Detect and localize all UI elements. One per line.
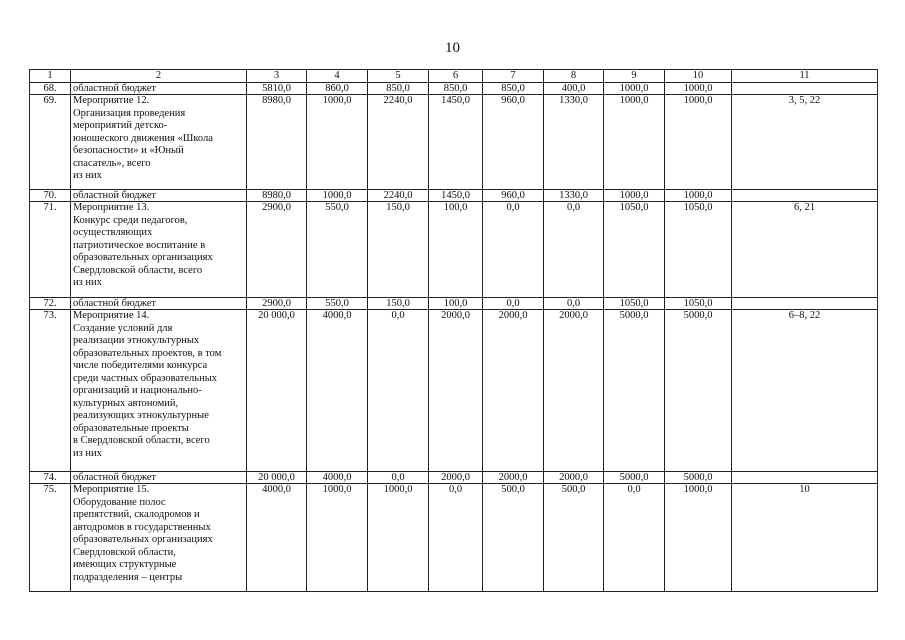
value-cell: 2000,0 — [544, 310, 604, 472]
indicator-ref-cell: 10 — [732, 484, 878, 592]
value-cell: 2900,0 — [247, 298, 307, 310]
header-cell: 2 — [71, 70, 247, 83]
table-row — [30, 484, 878, 592]
value-cell: 2000,0 — [429, 472, 483, 484]
value-cell: 1050,0 — [604, 298, 665, 310]
description-cell: Мероприятие 14. Создание условий для реализации этнокультурных образовательных проектов, в том числе победителями конкурса среди частных образовательных организаций и национально- культурных автономий, реализующих этнокультурные образовательные проекты в Свердловской области, всего из них — [71, 310, 247, 472]
value-cell: 100,0 — [429, 202, 483, 298]
value-cell: 500,0 — [544, 484, 604, 592]
value-cell: 1000,0 — [604, 95, 665, 190]
row-number-cell: 69. — [30, 95, 71, 190]
value-cell: 0,0 — [544, 202, 604, 298]
value-cell: 4000,0 — [307, 310, 368, 472]
value-cell: 1000,0 — [604, 83, 665, 95]
value-cell: 960,0 — [483, 190, 544, 202]
value-cell: 5000,0 — [604, 472, 665, 484]
value-cell: 5810,0 — [247, 83, 307, 95]
value-cell: 1000,0 — [665, 83, 732, 95]
value-cell: 850,0 — [483, 83, 544, 95]
header-cell: 7 — [483, 70, 544, 83]
header-cell: 3 — [247, 70, 307, 83]
value-cell: 2240,0 — [368, 190, 429, 202]
table-row — [30, 310, 878, 472]
header-cell: 1 — [30, 70, 71, 83]
value-cell: 500,0 — [483, 484, 544, 592]
indicator-ref-cell: 6–8, 22 — [732, 310, 878, 472]
description-cell: областной бюджет — [71, 472, 247, 484]
description-cell: Мероприятие 12. Организация проведения мероприятий детско- юношеского движения «Школа безопасности» и «Юный спасатель», всего из них — [71, 95, 247, 190]
description-cell: Мероприятие 13. Конкурс среди педагогов, осуществляющих патриотическое воспитание в образовательных организациях Свердловской области, всего из них — [71, 202, 247, 298]
value-cell: 0,0 — [483, 202, 544, 298]
value-cell: 150,0 — [368, 298, 429, 310]
description-cell: Мероприятие 15. Оборудование полос препятствий, скалодромов и автодромов в государственных образовательных организациях Свердловской области, имеющих структурные подразделения – центры — [71, 484, 247, 592]
header-cell: 8 — [544, 70, 604, 83]
value-cell: 2900,0 — [247, 202, 307, 298]
value-cell: 100,0 — [429, 298, 483, 310]
value-cell: 1050,0 — [665, 202, 732, 298]
table-row — [30, 190, 878, 202]
value-cell: 1000,0 — [307, 484, 368, 592]
value-cell: 2240,0 — [368, 95, 429, 190]
value-cell: 860,0 — [307, 83, 368, 95]
row-number-cell: 74. — [30, 472, 71, 484]
row-number-cell: 72. — [30, 298, 71, 310]
description-cell: областной бюджет — [71, 298, 247, 310]
value-cell: 1000,0 — [665, 95, 732, 190]
row-number-cell: 73. — [30, 310, 71, 472]
header-cell: 4 — [307, 70, 368, 83]
value-cell: 960,0 — [483, 95, 544, 190]
header-cell: 9 — [604, 70, 665, 83]
table-row — [30, 95, 878, 190]
value-cell: 4000,0 — [307, 472, 368, 484]
value-cell: 20 000,0 — [247, 472, 307, 484]
indicator-ref-cell — [732, 83, 878, 95]
value-cell: 550,0 — [307, 202, 368, 298]
description-cell: областной бюджет — [71, 83, 247, 95]
value-cell: 8980,0 — [247, 190, 307, 202]
value-cell: 1000,0 — [665, 484, 732, 592]
value-cell: 0,0 — [368, 472, 429, 484]
value-cell: 0,0 — [368, 310, 429, 472]
value-cell: 1000,0 — [368, 484, 429, 592]
indicator-ref-cell — [732, 472, 878, 484]
value-cell: 0,0 — [544, 298, 604, 310]
value-cell: 1330,0 — [544, 95, 604, 190]
indicator-ref-cell: 3, 5, 22 — [732, 95, 878, 190]
budget-table — [29, 69, 878, 592]
row-number-cell: 71. — [30, 202, 71, 298]
value-cell: 1000,0 — [307, 190, 368, 202]
value-cell: 0,0 — [604, 484, 665, 592]
row-number-cell: 75. — [30, 484, 71, 592]
value-cell: 850,0 — [429, 83, 483, 95]
value-cell: 2000,0 — [483, 472, 544, 484]
indicator-ref-cell: 6, 21 — [732, 202, 878, 298]
value-cell: 2000,0 — [483, 310, 544, 472]
value-cell: 1000,0 — [665, 190, 732, 202]
value-cell: 1450,0 — [429, 95, 483, 190]
header-cell: 6 — [429, 70, 483, 83]
row-number-cell: 68. — [30, 83, 71, 95]
table-row — [30, 472, 878, 484]
value-cell: 8980,0 — [247, 95, 307, 190]
value-cell: 5000,0 — [665, 472, 732, 484]
page-number: 10 — [445, 40, 460, 56]
value-cell: 4000,0 — [247, 484, 307, 592]
table-header-row — [30, 70, 878, 83]
value-cell: 0,0 — [483, 298, 544, 310]
value-cell: 5000,0 — [665, 310, 732, 472]
value-cell: 1050,0 — [665, 298, 732, 310]
value-cell: 1000,0 — [604, 190, 665, 202]
value-cell: 1330,0 — [544, 190, 604, 202]
value-cell: 150,0 — [368, 202, 429, 298]
header-cell: 10 — [665, 70, 732, 83]
description-cell: областной бюджет — [71, 190, 247, 202]
value-cell: 2000,0 — [429, 310, 483, 472]
value-cell: 1050,0 — [604, 202, 665, 298]
header-cell: 5 — [368, 70, 429, 83]
value-cell: 550,0 — [307, 298, 368, 310]
value-cell: 400,0 — [544, 83, 604, 95]
indicator-ref-cell — [732, 190, 878, 202]
indicator-ref-cell — [732, 298, 878, 310]
value-cell: 1000,0 — [307, 95, 368, 190]
value-cell: 20 000,0 — [247, 310, 307, 472]
value-cell: 850,0 — [368, 83, 429, 95]
value-cell: 2000,0 — [544, 472, 604, 484]
header-cell: 11 — [732, 70, 878, 83]
table-row — [30, 202, 878, 298]
value-cell: 5000,0 — [604, 310, 665, 472]
value-cell: 1450,0 — [429, 190, 483, 202]
value-cell: 0,0 — [429, 484, 483, 592]
table-row — [30, 298, 878, 310]
table-row — [30, 83, 878, 95]
row-number-cell: 70. — [30, 190, 71, 202]
